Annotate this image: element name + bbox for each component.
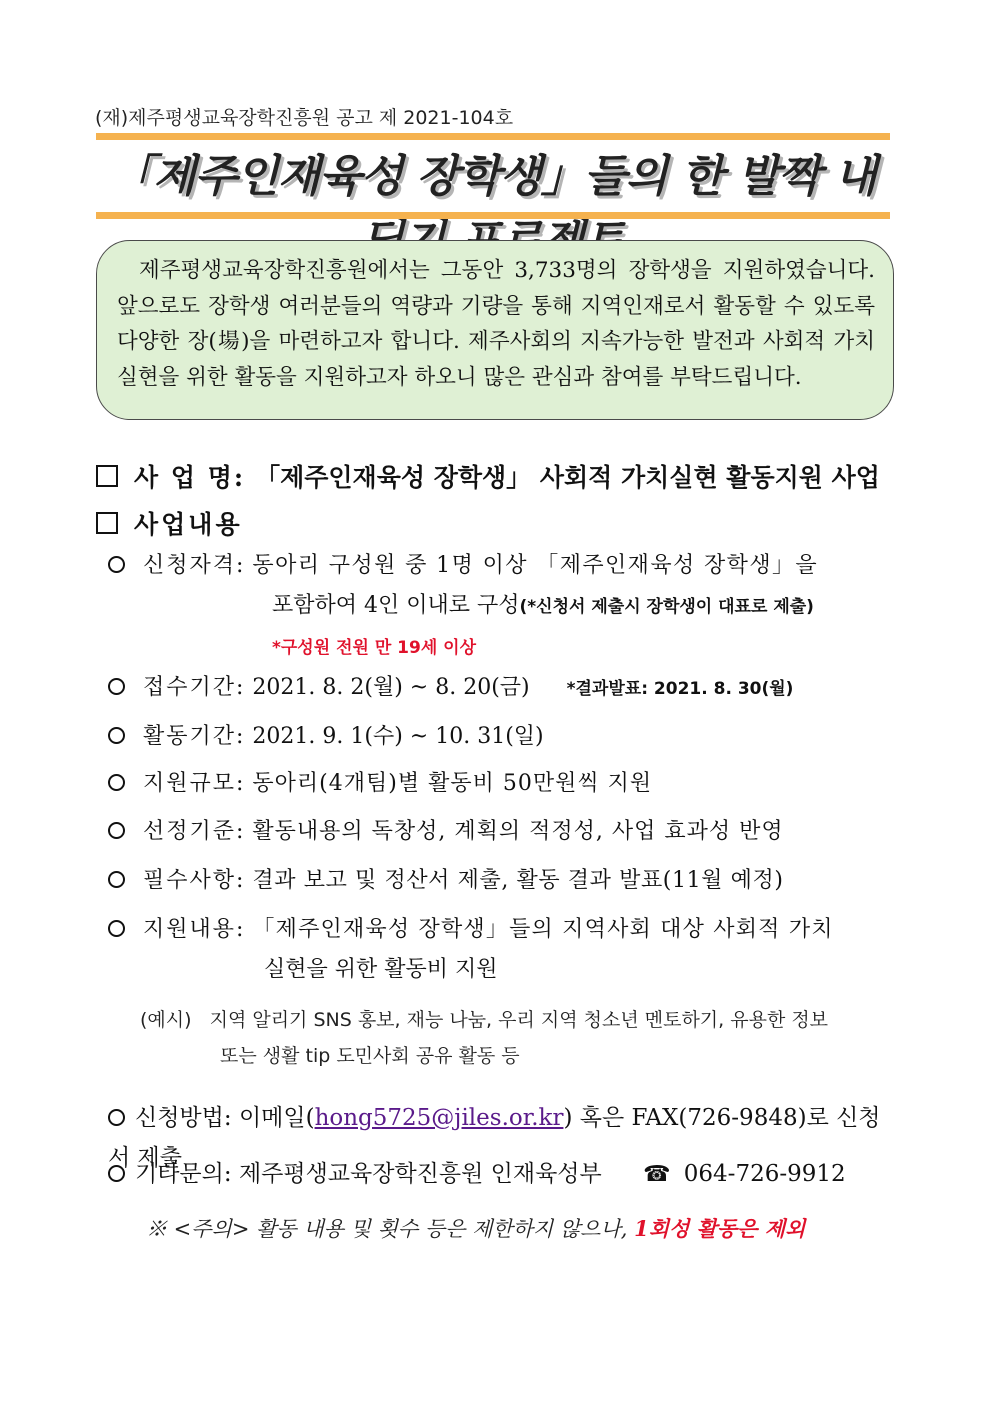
- project-name-label: 사 업 명:: [134, 463, 246, 492]
- support-line2: 실현을 위한 활동비 지원: [264, 957, 498, 982]
- circle-bullet-icon: [108, 871, 125, 888]
- caution-text: ※ <주의> 활동 내용 및 횟수 등은 제한하지 않으나,: [146, 1217, 628, 1241]
- requirements-label: 필수사항:: [143, 868, 246, 893]
- title-bottom-rule: [96, 212, 890, 219]
- caution-red-text: 1회성 활동은 제외: [634, 1216, 806, 1241]
- activity-period-value: 2021. 9. 1(수) ~ 10. 31(일): [252, 724, 544, 749]
- method-label: 신청방법:: [135, 1105, 232, 1131]
- application-period-label: 접수기간:: [143, 675, 246, 700]
- circle-bullet-icon: [108, 920, 125, 937]
- project-name-row: [96, 458, 880, 494]
- example-line2: 또는 생활 tip 도민사회 공유 활동 등: [220, 1045, 520, 1067]
- inquiry-phone: 064-726-9912: [683, 1161, 846, 1187]
- example-line1: 지역 알리기 SNS 홍보, 재능 나눔, 우리 지역 청소년 멘토하기, 유용한 정보: [209, 1009, 829, 1031]
- activity-period-label: 활동기간:: [143, 724, 246, 749]
- circle-bullet-icon: [108, 556, 125, 573]
- requirements-value: 결과 보고 및 정산서 제출, 활동 결과 발표(11월 예정): [252, 868, 784, 893]
- checkbox-square-icon: [96, 512, 118, 534]
- checkbox-square-icon: [96, 465, 118, 487]
- content-heading: 사업내용: [134, 510, 243, 539]
- project-name-value: 「제주인재육성 장학생」 사회적 가치실현 활동지원 사업: [255, 463, 880, 492]
- content-heading-row: [96, 505, 243, 541]
- method-suffix: ) 혹은 FAX(726-9848)로 신청서 제출: [108, 1105, 881, 1171]
- item-inquiry: [108, 1154, 898, 1195]
- eligibility-note: (*신청서 제출시 장학생이 대표로 제출): [519, 597, 814, 617]
- criteria-label: 선정기준:: [143, 819, 246, 844]
- result-announcement-note: *결과발표: 2021. 8. 30(월): [566, 679, 794, 699]
- circle-bullet-icon: [108, 727, 125, 744]
- item-eligibility: [108, 546, 898, 668]
- example-block: [140, 1002, 900, 1074]
- title-top-rule: [96, 133, 890, 140]
- item-support: [108, 910, 898, 990]
- support-line1: 「제주인재육성 장학생」들의 지역사회 대상 사회적 가치: [252, 917, 834, 942]
- phone-icon: ☎: [643, 1162, 671, 1187]
- item-activity-period: [108, 717, 898, 757]
- document-title: 「제주인재육성 장학생」들의 한 발짝 내: [110, 151, 876, 202]
- email-link[interactable]: hong5725@jiles.or.kr: [314, 1105, 564, 1131]
- circle-bullet-icon: [108, 774, 125, 791]
- circle-bullet-icon: [108, 1165, 125, 1182]
- inquiry-label: 기타문의:: [135, 1161, 232, 1187]
- item-application-period: [108, 668, 898, 709]
- eligibility-line2: 포함하여 4인 이내로 구성: [272, 593, 520, 618]
- item-requirements: [108, 861, 898, 901]
- support-label: 지원내용:: [143, 917, 246, 942]
- inquiry-value: 제주평생교육장학진흥원 인재육성부: [238, 1161, 602, 1187]
- caution-note: [146, 1213, 805, 1243]
- intro-text: 제주평생교육장학진흥원에서는 그동안 3,733명의 장학생을 지원하였습니다. 앞으로도 장학생 여러분들의 역량과 기량을 통해 지역인재로서 활동할 수 있도록 다양한 장(場)을 마련하고자 합니다. 제주사회의 지속가능한 발전과 사회적 가치 실현을 위한 활동을 지원하고자 하오니 많은 관심과 참여를 부탁드립니다.: [117, 258, 875, 390]
- circle-bullet-icon: [108, 822, 125, 839]
- circle-bullet-icon: [108, 678, 125, 695]
- notice-number: (재)제주평생교육장학진흥원 공고 제 2021-104호: [95, 107, 514, 129]
- criteria-value: 활동내용의 독창성, 계획의 적정성, 사업 효과성 반영: [252, 819, 784, 844]
- circle-bullet-icon: [108, 1109, 125, 1126]
- scale-label: 지원규모:: [143, 771, 246, 796]
- item-criteria: [108, 812, 898, 852]
- eligibility-red-note: *구성원 전원 만 19세 이상: [272, 638, 477, 658]
- eligibility-label: 신청자격:: [143, 553, 246, 578]
- item-scale: [108, 764, 898, 804]
- intro-box: [96, 240, 894, 420]
- scale-value: 동아리(4개팀)별 활동비 50만원씩 지원: [252, 771, 653, 796]
- method-prefix: 이메일(: [238, 1105, 315, 1131]
- example-label: (예시): [140, 1009, 192, 1031]
- application-period-value: 2021. 8. 2(월) ~ 8. 20(금): [252, 675, 530, 700]
- eligibility-line1: 동아리 구성원 중 1명 이상 「제주인재육성 장학생」을: [252, 553, 819, 578]
